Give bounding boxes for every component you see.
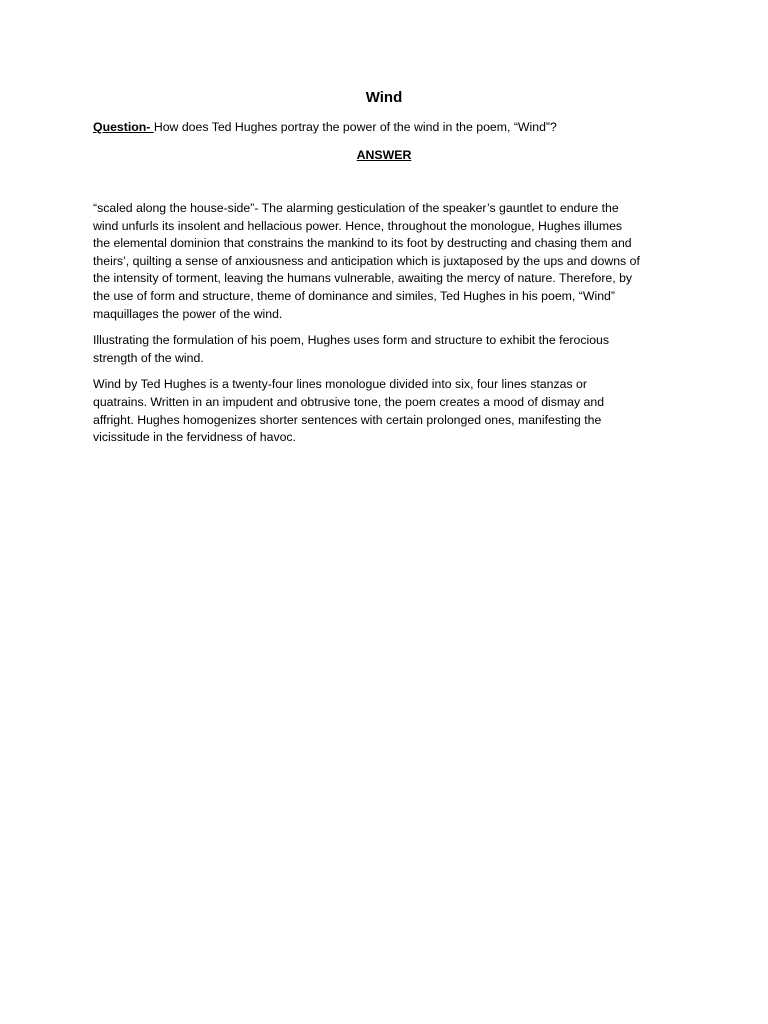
question-line (93, 119, 683, 136)
paragraph-1 (93, 200, 683, 323)
paragraph-line: wind unfurls its insolent and hellacious power. Hence, throughout the monologue, Hughes illumes (93, 218, 623, 233)
paragraph-line: Illustrating the formulation of his poem, Hughes uses form and structure to exhibit the ferocious (93, 333, 610, 348)
paragraph-line: quatrains. Written in an impudent and obtrusive tone, the poem creates a mood of dismay and (93, 394, 605, 409)
question-label: Question- (93, 120, 154, 134)
paragraph-2 (93, 332, 683, 367)
paragraph-line: the intensity of torment, leaving the humans vulnerable, awaiting the mercy of nature. Therefore, by (93, 271, 633, 286)
document-title: Wind (365, 89, 403, 106)
paragraph-line: Wind by Ted Hughes is a twenty-four lines monologue divided into six, four lines stanzas or (93, 377, 587, 392)
paragraph-line: vicissitude in the fervidness of havoc. (93, 430, 297, 445)
paragraph-line: theirs’, quilting a sense of anxiousness and anticipation which is juxtaposed by the ups and downs of (93, 253, 640, 268)
paragraph-line: maquillages the power of the wind. (93, 306, 283, 321)
paragraph-line: “scaled along the house-side”- The alarming gesticulation of the speaker’s gauntlet to endure the (93, 201, 619, 215)
paragraph-line: strength of the wind. (93, 350, 204, 365)
paragraph-line: the elemental dominion that constrains the mankind to its foot by destructing and chasing them and (93, 236, 632, 251)
paragraph-line: affright. Hughes homogenizes shorter sentences with certain prolonged ones, manifesting the (93, 412, 602, 427)
question-text: How does Ted Hughes portray the power of the wind in the poem, “Wind”? (153, 120, 557, 134)
answer-body (93, 200, 683, 456)
paragraph-line: the use of form and structure, theme of dominance and similes, Ted Hughes in his poem, “Wind” (93, 288, 615, 303)
paragraph-3 (93, 376, 683, 446)
answer-heading: ANSWER (356, 148, 412, 162)
